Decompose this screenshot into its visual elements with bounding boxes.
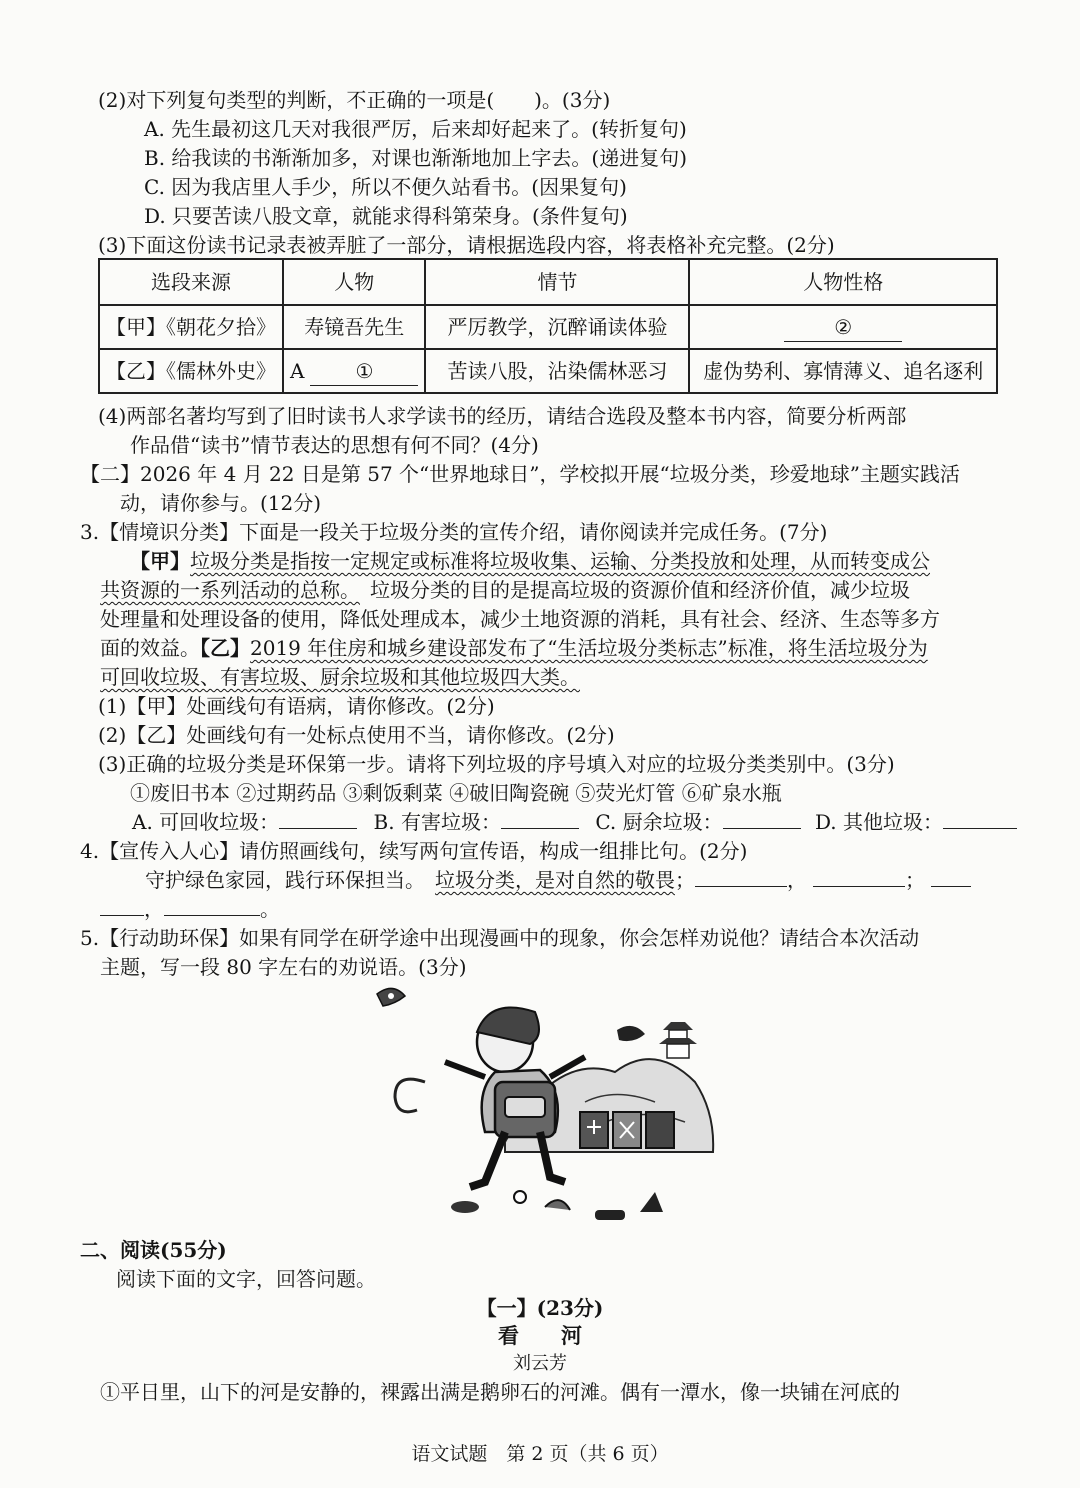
reading-sub-title: 【一】(23分) (476, 1296, 604, 1320)
q4-separator: ； (675, 868, 695, 892)
cartoon-littering-illustration (355, 982, 720, 1232)
q4-blank-3-cont[interactable] (100, 895, 144, 916)
q4-blank-4[interactable] (164, 895, 260, 916)
table-row (99, 305, 997, 349)
table-cell (689, 305, 997, 349)
page-footer: 语文试题 第 2 页（共 6 页） (411, 1443, 669, 1465)
cell-prefix: A (290, 358, 305, 383)
table-cell: 虚伪势利、寡情薄义、追名逐利 (689, 349, 997, 393)
table-cell (283, 349, 425, 393)
blank-1[interactable]: ① (310, 357, 418, 386)
table-cell: 寿镜吾先生 (283, 305, 425, 349)
q3-passage-text: 面的效益。 (100, 636, 200, 660)
trash-bins-icon (580, 1112, 674, 1148)
q4-comma-2: ， (144, 897, 164, 921)
category-a: A. 可回收垃圾： (132, 810, 280, 834)
q3-sub2: (2)【乙】处画线句有一处标点使用不当，请你修改。(2分) (98, 723, 615, 747)
swirl-motion-icon (395, 1079, 425, 1112)
q3-stem: 3.【情境识分类】下面是一段关于垃圾分类的宣传介绍，请你阅读并完成任务。(7分) (80, 520, 828, 544)
q3-passage-line1 (130, 547, 930, 575)
q2-2-option-d: D. 只要苦读八股文章，就能求得科第荣身。(条件复句) (144, 204, 628, 228)
category-b-blank[interactable] (501, 808, 579, 829)
q4-lead: 守护绿色家园，践行环保担当。 (145, 868, 425, 892)
q4-slogan-line (145, 866, 971, 894)
category-a-blank[interactable] (279, 808, 357, 829)
pavilion-icon (659, 1022, 697, 1058)
q4-blank-1[interactable] (695, 866, 787, 887)
q4-full-stop-blank: 。 (260, 897, 280, 921)
q4-continuation-line (100, 895, 280, 923)
table-header-cell: 选段来源 (99, 259, 283, 305)
table-cell: 【乙】《儒林外史》 (99, 349, 283, 393)
q4-blank-2[interactable] (813, 866, 905, 887)
category-c-blank[interactable] (723, 808, 801, 829)
table-header-cell: 人物 (283, 259, 425, 305)
q2-2-option-b: B. 给我读的书渐渐加多，对课也渐渐地加上字去。(递进复句) (144, 146, 688, 170)
q4-semicolon: ； (905, 868, 925, 892)
q4-comma: ， (787, 868, 807, 892)
q3-passage-line5 (100, 663, 580, 691)
flying-bag-icon (617, 1026, 645, 1041)
yi-underlined-sentence: 2019 年住房和城乡建设部发布了“生活垃圾分类标志”标准，将生活垃圾分为 (250, 636, 928, 660)
article-para1: ①平日里，山下的河是安静的，裸露出满是鹅卵石的河滩。偶有一潭水，像一块铺在河底的 (100, 1380, 900, 1404)
q3-categories (132, 808, 1017, 836)
blank-2[interactable]: ② (784, 313, 902, 342)
q4-stem: 4.【宣传入人心】请仿照画线句，续写两句宣传语，构成一组排比句。(2分) (80, 839, 748, 863)
table-header-cell: 情节 (425, 259, 689, 305)
jia-underlined-sentence-end: 共资源的一系列活动的总称。 (100, 578, 360, 602)
article-author: 刘云芳 (513, 1353, 567, 1374)
q3-passage-line3: 处理量和处理设备的使用，降低处理成本，减少土地资源的消耗，具有社会、经济、生态等多方 (100, 607, 940, 631)
part2-line1: 【二】2026 年 4 月 22 日是第 57 个“世界地球日”，学校拟开展“垃圾分类，珍爱地球”主题实践活 (80, 462, 960, 486)
jia-underlined-sentence: 垃圾分类是指按一定规定或标准将垃圾收集、运输、分类投放和处理，从而转变成公 (190, 549, 930, 573)
q2-4-line2: 作品借“读书”情节表达的思想有何不同？(4分) (130, 433, 539, 457)
q3-passage-line2 (100, 576, 910, 604)
section2-title: 二、阅读(55分) (80, 1238, 227, 1262)
q4-underlined-slogan: 垃圾分类，是对自然的敬畏 (435, 868, 675, 892)
q2-2-stem: (2)对下列复句类型的判断，不正确的一项是( )。(3分) (98, 88, 611, 112)
q5-line2: 主题，写一段 80 字左右的劝说语。(3分) (100, 955, 467, 979)
q3-sub3: (3)正确的垃圾分类是环保第一步。请将下列垃圾的序号填入对应的垃圾分类类别中。(3分) (98, 752, 895, 776)
q2-2-option-c: C. 因为我店里人手少，所以不便久站看书。(因果复句) (144, 175, 627, 199)
section2-intro: 阅读下面的文字，回答问题。 (116, 1267, 376, 1291)
table-cell: 【甲】《朝花夕拾》 (99, 305, 283, 349)
category-c: C. 厨余垃圾： (595, 810, 723, 834)
flying-trash-icon (377, 988, 405, 1006)
category-d: D. 其他垃圾： (814, 810, 944, 834)
table-header-row (99, 259, 997, 305)
category-d-blank[interactable] (943, 808, 1017, 829)
q3-items: ①废旧书本 ②过期药品 ③剩饭剩菜 ④破旧陶瓷碗 ⑤荧光灯管 ⑥矿泉水瓶 (130, 781, 782, 805)
yi-tag: 【乙】 (200, 636, 250, 660)
part2-line2: 动，请你参与。(12分) (120, 491, 322, 515)
q3-passage-text: 垃圾分类的目的是提高垃圾的资源价值和经济价值，减少垃圾 (370, 578, 910, 602)
jia-tag: 【甲】 (130, 549, 190, 573)
q2-2-option-a: A. 先生最初这几天对我很严厉，后来却好起来了。(转折复句) (144, 117, 687, 141)
article-title: 看 河 (498, 1323, 582, 1348)
q5-line1: 5.【行动助环保】如果有同学在研学途中出现漫画中的现象，你会怎样劝说他？请结合本次活动 (80, 926, 920, 950)
table-cell: 苦读八股，沾染儒林恶习 (425, 349, 689, 393)
category-b: B. 有害垃圾： (373, 810, 501, 834)
table-header-cell: 人物性格 (689, 259, 997, 305)
yi-underlined-sentence-end: 可回收垃圾、有害垃圾、厨余垃圾和其他垃圾四大类。 (100, 665, 580, 689)
table-cell: 严厉教学，沉醉诵读体验 (425, 305, 689, 349)
q3-sub1: (1)【甲】处画线句有语病，请你修改。(2分) (98, 694, 495, 718)
litter-on-ground-icon (451, 1191, 663, 1220)
table-row (99, 349, 997, 393)
q2-4-line1: (4)两部名著均写到了旧时读书人求学读书的经历，请结合选段及整本书内容，简要分析两部 (98, 404, 907, 428)
q2-3-stem: (3)下面这份读书记录表被弄脏了一部分，请根据选段内容，将表格补充完整。(2分) (98, 233, 835, 257)
q4-blank-3[interactable] (931, 866, 971, 887)
q3-passage-line4 (100, 634, 928, 662)
reading-record-table (98, 258, 998, 394)
